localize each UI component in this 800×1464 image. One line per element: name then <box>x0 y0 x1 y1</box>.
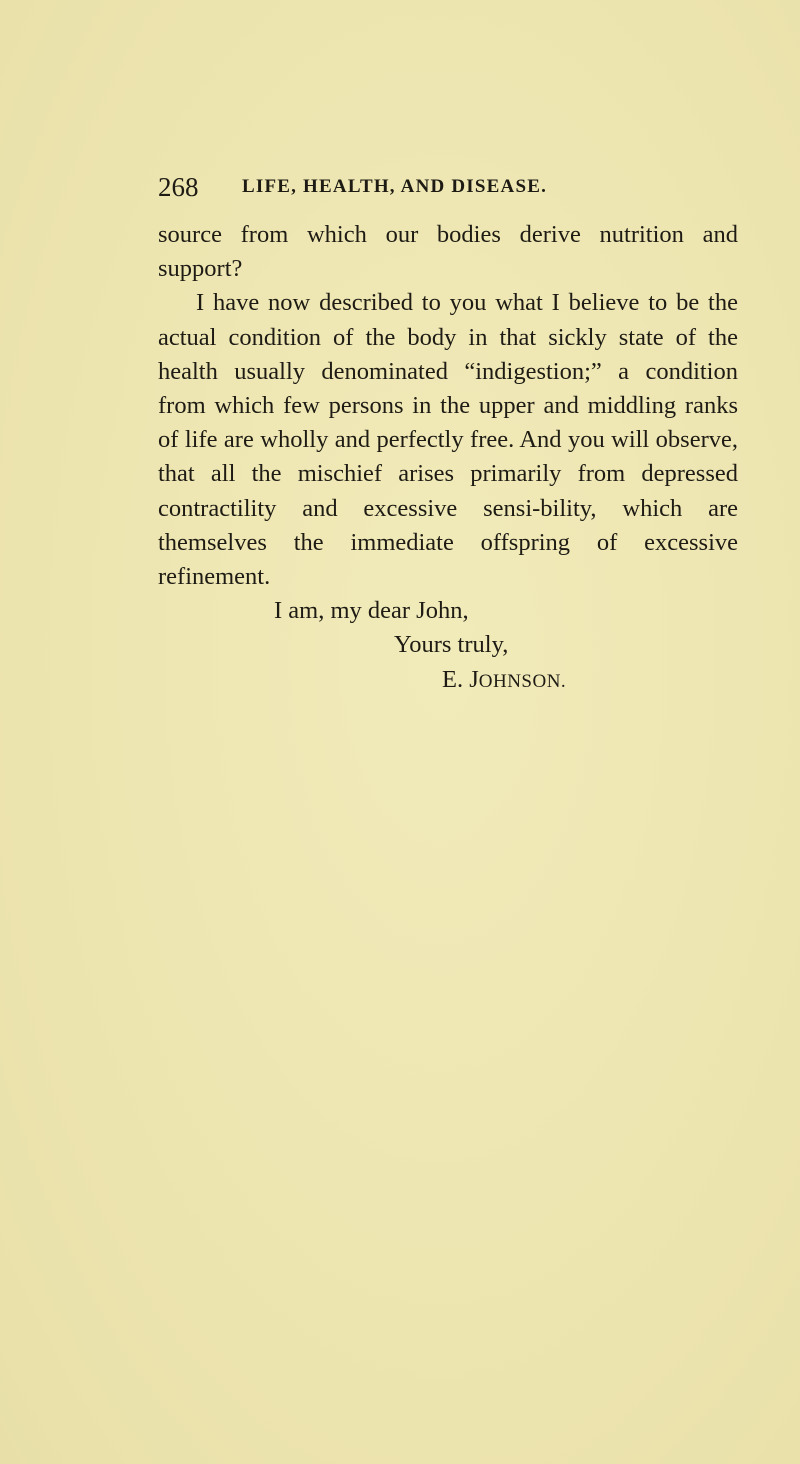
closing-salutation: I am, my dear John, <box>274 597 469 625</box>
page-header <box>158 170 718 204</box>
page-number: 268 <box>158 172 199 202</box>
closing-valediction: Yours truly, <box>394 631 509 659</box>
body-text <box>158 218 738 697</box>
signature <box>442 663 738 697</box>
paragraph-continuation: source from which our bodies derive nutrition and support? <box>158 221 738 283</box>
signature-initial: E. J <box>442 665 479 693</box>
signature-surname: OHNSON. <box>478 670 567 692</box>
paragraph-main: I have now described to you what I believe to be the actual condition of the body in that sickly state of the health usually denominated “indigestion;” a condition from which few persons in the upper and middling ranks of life are wholly and perfectly free. And you will observe, that all the mischief arises primarily from depressed contractility and excessive sensi-bility, which are themselves the immediate offspring of excessive refinement. <box>158 289 738 591</box>
running-head: LIFE, HEALTH, AND DISEASE. <box>242 176 548 197</box>
